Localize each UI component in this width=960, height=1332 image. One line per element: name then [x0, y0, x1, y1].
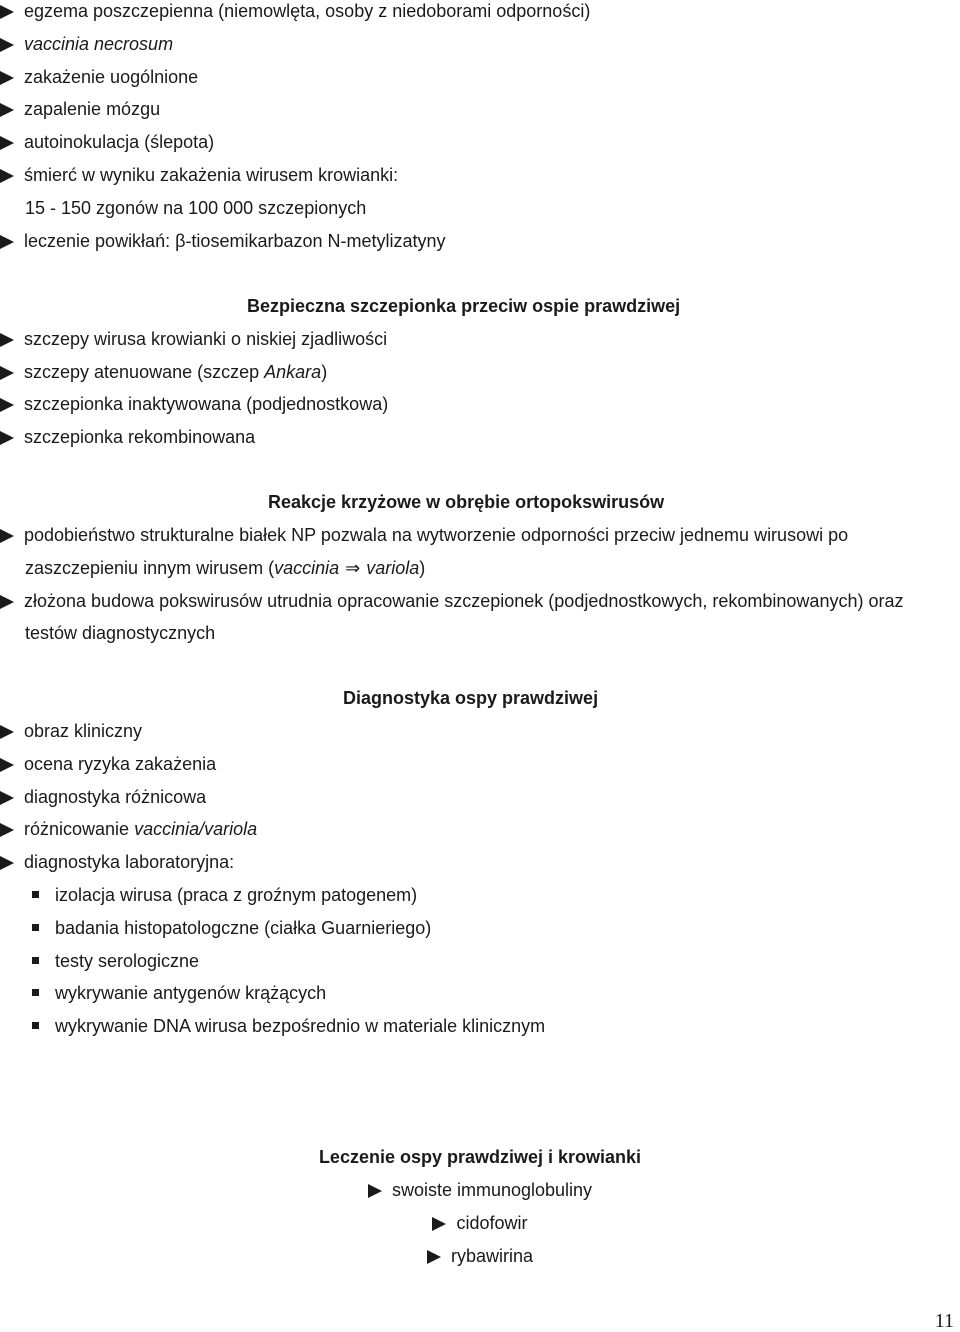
list-item: [0, 98, 160, 120]
list-item: [0, 851, 234, 873]
list-item: [0, 33, 173, 55]
list-item-text: vaccinia necrosum: [24, 34, 174, 54]
list-item: [0, 131, 214, 153]
bullet-arrow-icon: [0, 5, 14, 19]
list-item-text: szczepionka rekombinowana: [24, 427, 256, 447]
list-item-text: leczenie powikłań: β-tiosemikarbazon N-metylizatyny: [24, 231, 446, 251]
list-item: [0, 1245, 960, 1267]
sub-list-item-text: badania histopatologczne (ciałka Guarnieriego): [55, 918, 432, 938]
bullet-square-icon: [32, 989, 39, 996]
list-item-text: śmierć w wyniku zakażenia wirusem krowianki:: [24, 165, 399, 185]
list-item: [0, 524, 848, 546]
virus-name: vaccinia/variola: [134, 819, 258, 839]
virus-name: variola: [366, 558, 420, 578]
bullet-arrow-icon: [0, 103, 14, 117]
list-item-text: rybawirina: [450, 1246, 534, 1266]
sub-list-item-text: testy serologiczne: [55, 951, 200, 971]
list-item: [0, 590, 903, 612]
bullet-arrow-icon: [0, 366, 14, 380]
bullet-arrow-icon: [0, 235, 14, 249]
sub-list-item-text: izolacja wirusa (praca z groźnym patogenem): [55, 885, 418, 905]
list-item-continuation: testów diagnostycznych: [25, 623, 216, 643]
list-item-text: szczepy atenuowane (szczep: [24, 362, 265, 382]
list-item-text: egzema poszczepienna (niemowlęta, osoby z niedoborami odporności): [24, 1, 591, 21]
bullet-arrow-icon: [0, 529, 14, 543]
section-title: Leczenie ospy prawdziwej i krowianki: [318, 1147, 642, 1167]
sub-list-item: [32, 917, 431, 939]
bullet-square-icon: [32, 957, 39, 964]
list-item-text: zakażenie uogólnione: [24, 67, 199, 87]
sub-list-item: [32, 884, 417, 906]
sub-list-item: [32, 982, 326, 1004]
bullet-arrow-icon: [0, 398, 14, 412]
list-item-text: swoiste immunoglobuliny: [391, 1180, 593, 1200]
list-item-text: cidofowir: [456, 1213, 528, 1233]
list-item: [0, 328, 387, 350]
list-item: [0, 786, 206, 808]
page-number: 11: [934, 1310, 954, 1332]
bullet-arrow-icon: [0, 823, 14, 837]
bullet-arrow-icon: [0, 758, 14, 772]
sub-list-item-text: wykrywanie DNA wirusa bezpośrednio w materiale klinicznym: [55, 1016, 546, 1036]
virus-name: vaccinia: [274, 558, 340, 578]
list-item-text: zapalenie mózgu: [24, 99, 161, 119]
bullet-arrow-icon: [427, 1250, 441, 1264]
list-item: [0, 426, 255, 448]
bullet-arrow-icon: [0, 136, 14, 150]
implies-arrow-icon: ⇒: [345, 558, 361, 578]
bullet-arrow-icon: [0, 38, 14, 52]
bullet-square-icon: [32, 1022, 39, 1029]
list-item-text: złożona budowa pokswirusów utrudnia opracowanie szczepionek (podjednostkowych, rekombinowanych) oraz: [24, 591, 904, 611]
list-item-text: autoinokulacja (ślepota): [24, 132, 215, 152]
list-item: [0, 720, 142, 742]
sub-list-item: [32, 1015, 545, 1037]
list-item: [0, 66, 198, 88]
text-segment: ): [419, 558, 426, 578]
text-segment: zaszczepieniu innym wirusem (: [25, 558, 275, 578]
bullet-arrow-icon: [0, 333, 14, 347]
list-item: [0, 393, 388, 415]
list-item-text-end: ): [321, 362, 328, 382]
list-item-text: diagnostyka laboratoryjna:: [24, 852, 235, 872]
list-item-text: różnicowanie: [24, 819, 135, 839]
bullet-square-icon: [32, 891, 39, 898]
list-item: [0, 0, 590, 22]
section-title: Diagnostyka ospy prawdziwej: [343, 688, 599, 708]
section-title: Reakcje krzyżowe w obrębie ortopokswirusów: [268, 492, 665, 512]
bullet-square-icon: [32, 924, 39, 931]
sub-list-item: [32, 950, 199, 972]
list-item: [0, 361, 327, 383]
list-item: [0, 753, 216, 775]
list-item-text: podobieństwo strukturalne białek NP pozwala na wytworzenie odporności przeciw jednemu wirusowi po: [24, 525, 849, 545]
list-item-text: szczepionka inaktywowana (podjednostkowa): [24, 394, 389, 414]
list-item-text: obraz kliniczny: [24, 721, 143, 741]
list-item-continuation: [25, 557, 425, 579]
bullet-arrow-icon: [0, 791, 14, 805]
bullet-arrow-icon: [0, 431, 14, 445]
sub-list-item-text: wykrywanie antygenów krążących: [55, 983, 327, 1003]
bullet-arrow-icon: [432, 1217, 446, 1231]
bullet-arrow-icon: [0, 595, 14, 609]
section-title: Bezpieczna szczepionka przeciw ospie prawdziwej: [247, 296, 681, 316]
bullet-arrow-icon: [0, 725, 14, 739]
list-item: [0, 230, 446, 252]
list-item-continuation: 15 - 150 zgonów na 100 000 szczepionych: [25, 198, 367, 218]
list-item: [0, 1179, 960, 1201]
list-item-text: diagnostyka różnicowa: [24, 787, 207, 807]
list-item: [0, 1212, 960, 1234]
strain-name: Ankara: [264, 362, 322, 382]
list-item: [0, 818, 257, 840]
bullet-arrow-icon: [0, 169, 14, 183]
list-item-text: ocena ryzyka zakażenia: [24, 754, 217, 774]
bullet-arrow-icon: [0, 71, 14, 85]
bullet-arrow-icon: [368, 1184, 382, 1198]
list-item-text: szczepy wirusa krowianki o niskiej zjadliwości: [24, 329, 388, 349]
list-item: [0, 164, 398, 186]
bullet-arrow-icon: [0, 856, 14, 870]
